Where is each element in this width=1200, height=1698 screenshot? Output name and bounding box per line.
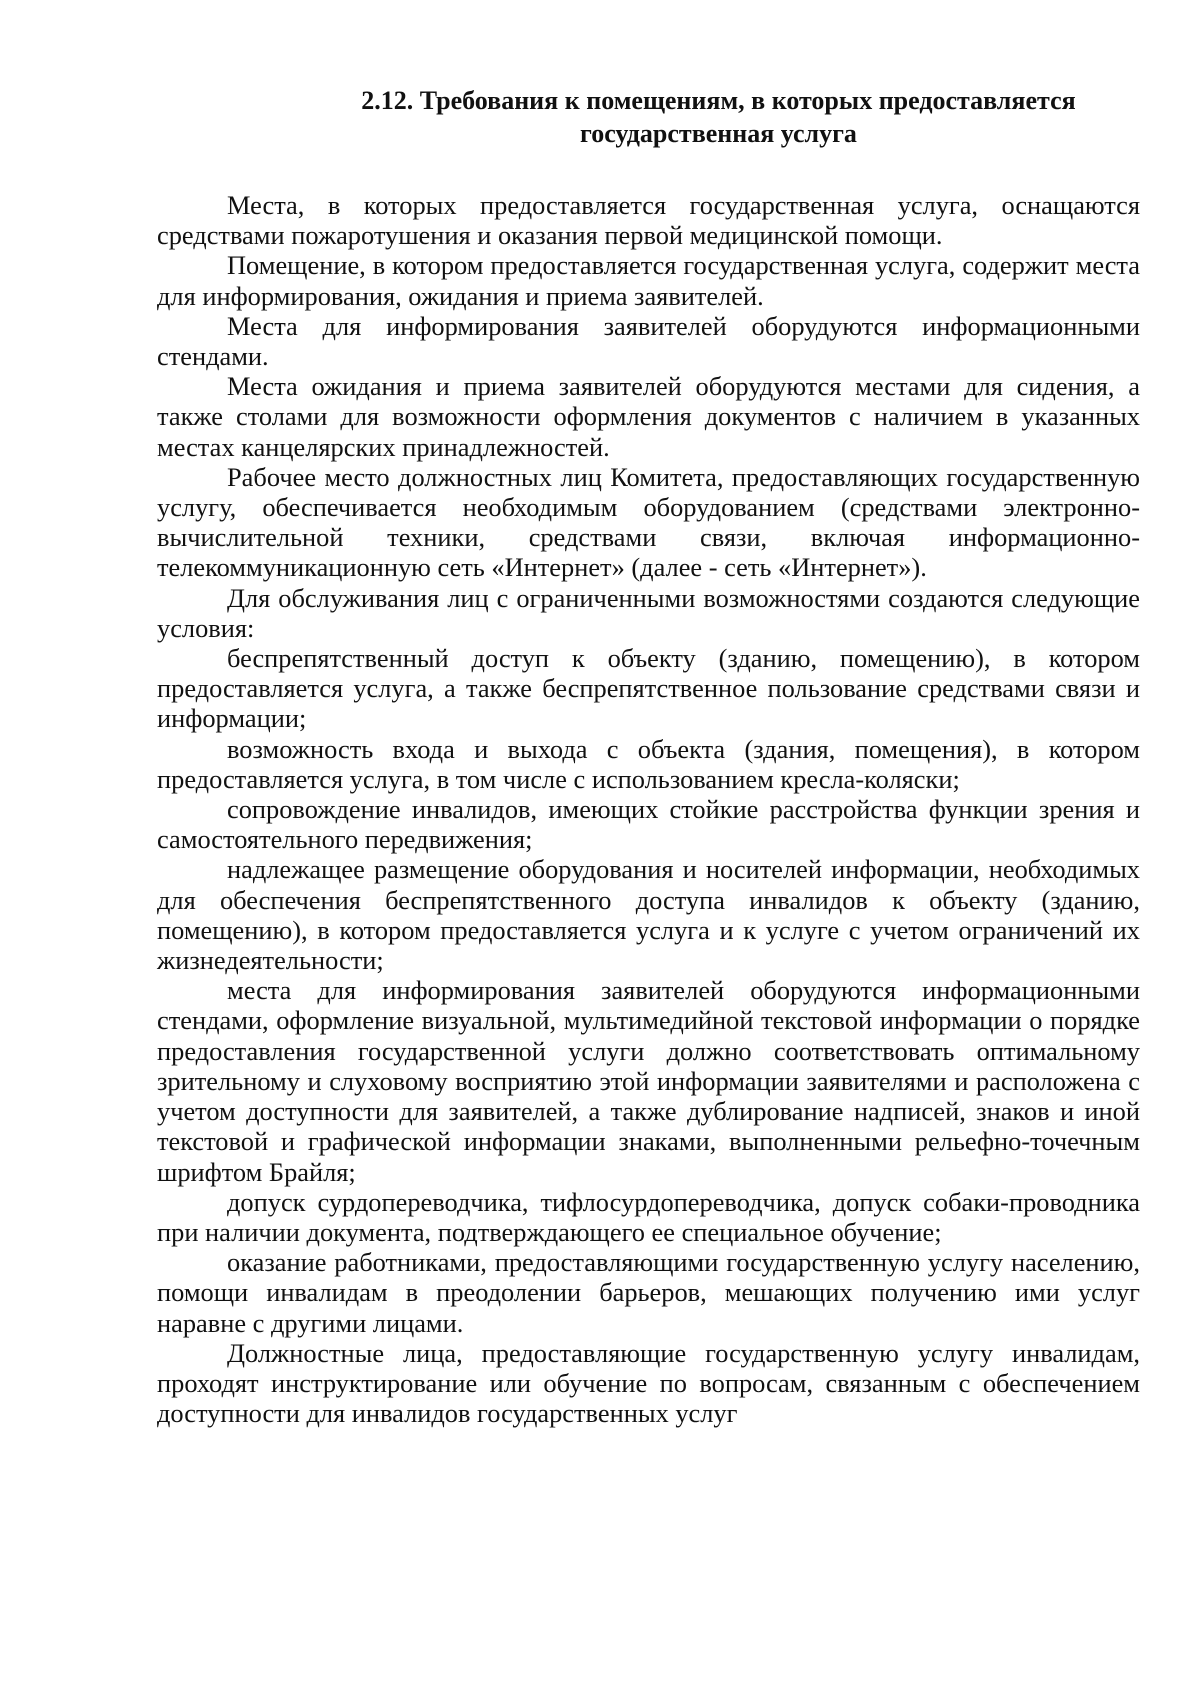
section-heading-line-1: 2.12. Требования к помещениям, в которых предоставляется bbox=[361, 86, 1076, 115]
list-item: места для информирования заявителей оборудуются информационными стендами, оформление визуальной, мультимедийной текстовой информации о порядке предоставления государственной услуги должно соответствовать оптимальному зрительному и слуховому восприятию этой информации заявителями и расположена с учетом доступности для заявителей, а также дублирование надписей, знаков и иной текстовой и графической информации знаками, выполненными рельефно-точечным шрифтом Брайля; bbox=[157, 975, 1140, 1187]
section-heading bbox=[157, 84, 1140, 150]
list-item: оказание работниками, предоставляющими государственную услугу населению, помощи инвалидам в преодолении барьеров, мешающих получению ими услуг наравне с другими лицами. bbox=[157, 1247, 1140, 1338]
paragraph: Помещение, в котором предоставляется государственная услуга, содержит места для информирования, ожидания и приема заявителей. bbox=[157, 250, 1140, 311]
list-item: беспрепятственный доступ к объекту (зданию, помещению), в котором предоставляется услуга, а также беспрепятственное пользование средствами связи и информации; bbox=[157, 643, 1140, 734]
paragraph: Должностные лица, предоставляющие государственную услугу инвалидам, проходят инструктирование или обучение по вопросам, связанным с обеспечением доступности для инвалидов государственных услуг bbox=[157, 1337, 1140, 1429]
paragraph: Места ожидания и приема заявителей оборудуются местами для сидения, а также столами для возможности оформления документов с наличием в указанных местах канцелярских принадлежностей. bbox=[157, 371, 1140, 462]
paragraph: Места для информирования заявителей оборудуются информационными стендами. bbox=[157, 310, 1140, 372]
section-heading-line-2: государственная услуга bbox=[580, 119, 857, 148]
document-page bbox=[157, 84, 1140, 1428]
paragraph: Места, в которых предоставляется государственная услуга, оснащаются средствами пожаротушения и оказания первой медицинской помощи. bbox=[157, 190, 1140, 251]
list-item: допуск сурдопереводчика, тифлосурдопереводчика, допуск собаки-проводника при наличии документа, подтверждающего ее специальное обучение; bbox=[157, 1186, 1140, 1247]
paragraph: Рабочее место должностных лиц Комитета, предоставляющих государственную услугу, обеспечивается необходимым оборудованием (средствами электронно-вычислительной техники, средствами связи, включая информационно-телекоммуникационную сеть «Интернет» (далее - сеть «Интернет»). bbox=[157, 461, 1140, 583]
list-item: возможность входа и выхода с объекта (здания, помещения), в котором предоставляется услуга, в том числе с использованием кресла-коляски; bbox=[157, 733, 1140, 794]
document-body bbox=[157, 190, 1140, 1428]
paragraph: Для обслуживания лиц с ограниченными возможностями создаются следующие условия: bbox=[157, 582, 1140, 643]
list-item: надлежащее размещение оборудования и носителей информации, необходимых для обеспечения беспрепятственного доступа инвалидов к объекту (зданию, помещению), в котором предоставляется услуга и к услуге с учетом ограничений их жизнедеятельности; bbox=[157, 854, 1140, 976]
list-item: сопровождение инвалидов, имеющих стойкие расстройства функции зрения и самостоятельного передвижения; bbox=[157, 794, 1140, 855]
